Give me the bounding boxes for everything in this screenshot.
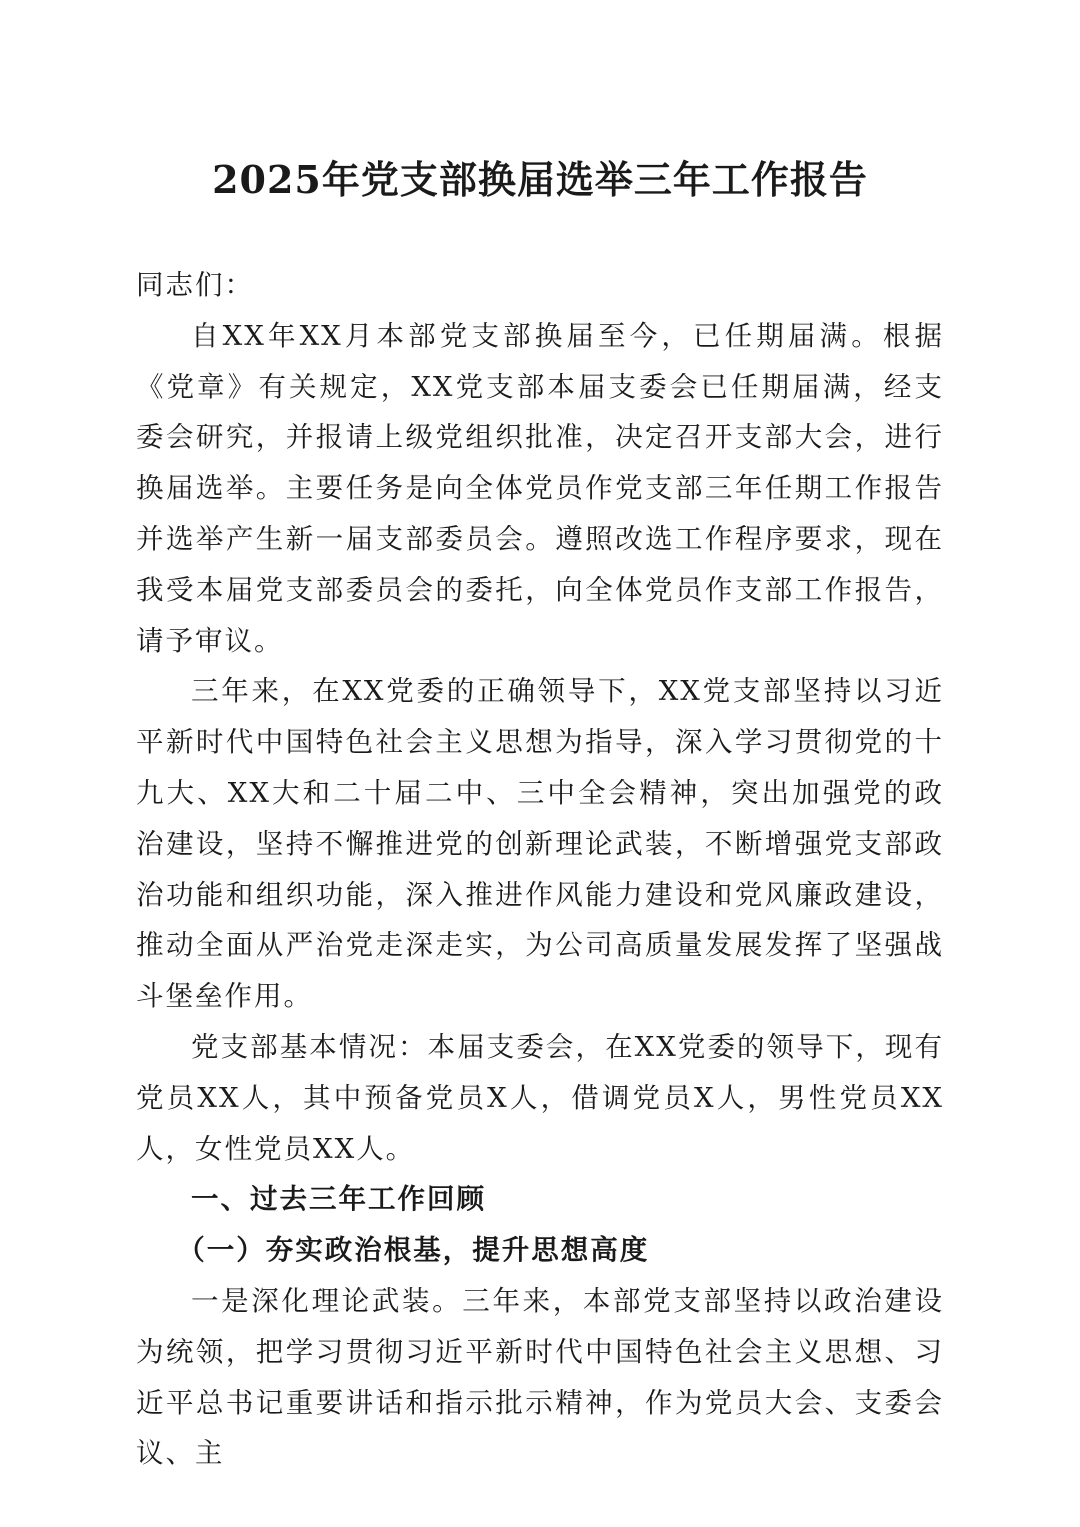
paragraph-theory: 一是深化理论武装。三年来，本部党支部坚持以政治建设为统领，把学习贯彻习近平新时代中国特色社会主义思想、习近平总书记重要讲话和指示批示精神，作为党员大会、支委会议、主 <box>136 1284 944 1470</box>
salutation: 同志们： <box>136 269 254 301</box>
subsection-heading: （一）夯实政治根基，提升思想高度 <box>177 1234 650 1267</box>
paragraph-intro: 自XX年XX月本部党支部换届至今，已任期届满。根据《党章》有关规定，XX党支部本届支委会已任期届满，经支委会研究，并报请上级党组织批准，决定召开支部大会，进行换届选举。主要任务是向全体党员作党支部三年任期工作报告并选举产生新一届支部委员会。遵照改选工作程序要求，现在我受本届党支部委员会的委托，向全体党员作支部工作报告，请予审议。 <box>136 319 944 657</box>
paragraph-basic-info: 党支部基本情况：本届支委会，在XX党委的领导下，现有党员XX人，其中预备党员X人，借调党员X人，男性党员XX人，女性党员XX人。 <box>136 1030 944 1165</box>
document-title: 2025年党支部换届选举三年工作报告 <box>212 157 868 202</box>
section-heading: 一、过去三年工作回顾 <box>191 1183 486 1216</box>
paragraph-achievements: 三年来，在XX党委的正确领导下，XX党支部坚持以习近平新时代中国特色社会主义思想为指导，深入学习贯彻党的十九大、XX大和二十届二中、三中全会精神，突出加强党的政治建设，坚持不懈推进党的创新理论武装，不断增强党支部政治功能和组织功能，深入推进作风能力建设和党风廉政建设，推动全面从严治党走深走实，为公司高质量发展发挥了坚强战斗堡垒作用。 <box>136 675 944 1013</box>
document-body <box>136 260 944 1479</box>
